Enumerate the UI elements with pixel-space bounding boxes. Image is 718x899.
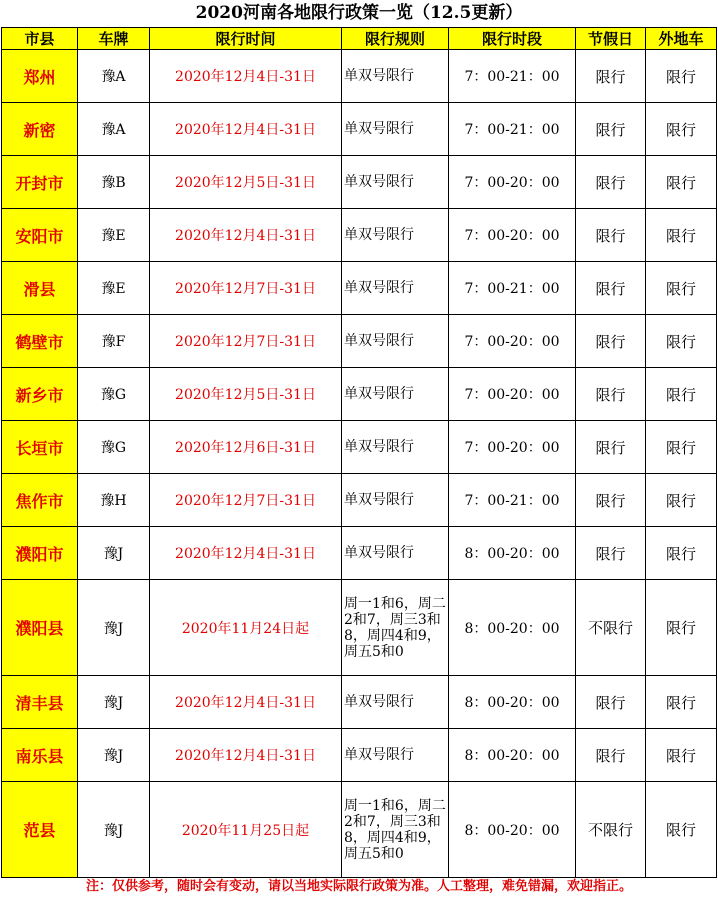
holiday-cell: 限行 (576, 421, 646, 474)
table-row (2, 50, 717, 103)
header-plate: 车牌 (78, 28, 150, 50)
table-row (2, 262, 717, 315)
table-row (2, 368, 717, 421)
plate-cell: 豫J (78, 729, 150, 782)
rule-cell: 单双号限行 (342, 676, 449, 729)
table-row (2, 315, 717, 368)
outside-cell: 限行 (646, 782, 717, 878)
holiday-cell: 不限行 (576, 782, 646, 878)
city-cell: 新乡市 (2, 368, 78, 421)
time-cell: 7：00-20：00 (449, 421, 576, 474)
header-rule: 限行规则 (342, 28, 449, 50)
header-row (2, 28, 717, 50)
rule-cell: 单双号限行 (342, 527, 449, 580)
holiday-cell: 限行 (576, 262, 646, 315)
time-cell: 7：00-21：00 (449, 50, 576, 103)
rule-cell: 单双号限行 (342, 50, 449, 103)
period-cell: 2020年12月4日-31日 (150, 676, 342, 729)
rule-cell: 单双号限行 (342, 729, 449, 782)
plate-cell: 豫F (78, 315, 150, 368)
time-cell: 7：00-21：00 (449, 262, 576, 315)
outside-cell: 限行 (646, 209, 717, 262)
outside-cell: 限行 (646, 474, 717, 527)
holiday-cell: 限行 (576, 527, 646, 580)
time-cell: 8：00-20：00 (449, 527, 576, 580)
time-cell: 7：00-20：00 (449, 368, 576, 421)
outside-cell: 限行 (646, 156, 717, 209)
rule-cell: 单双号限行 (342, 103, 449, 156)
rule-cell: 周一1和6，周二2和7，周三3和8，周四4和9，周五5和0 (342, 580, 449, 676)
plate-cell: 豫A (78, 103, 150, 156)
city-cell: 新密 (2, 103, 78, 156)
time-cell: 8：00-20：00 (449, 676, 576, 729)
time-cell: 7：00-20：00 (449, 315, 576, 368)
holiday-cell: 限行 (576, 315, 646, 368)
period-cell: 2020年11月24日起 (150, 580, 342, 676)
period-cell: 2020年12月4日-31日 (150, 209, 342, 262)
period-cell: 2020年11月25日起 (150, 782, 342, 878)
outside-cell: 限行 (646, 315, 717, 368)
header-city: 市县 (2, 28, 78, 50)
holiday-cell: 不限行 (576, 580, 646, 676)
period-cell: 2020年12月7日-31日 (150, 315, 342, 368)
rule-cell: 单双号限行 (342, 315, 449, 368)
period-cell: 2020年12月4日-31日 (150, 50, 342, 103)
table-row (2, 209, 717, 262)
table-row (2, 474, 717, 527)
city-cell: 南乐县 (2, 729, 78, 782)
time-cell: 7：00-21：00 (449, 103, 576, 156)
holiday-cell: 限行 (576, 209, 646, 262)
plate-cell: 豫J (78, 676, 150, 729)
city-cell: 范县 (2, 782, 78, 878)
table-row (2, 782, 717, 878)
plate-cell: 豫J (78, 527, 150, 580)
time-cell: 8：00-20：00 (449, 580, 576, 676)
rule-cell: 单双号限行 (342, 368, 449, 421)
table-row (2, 156, 717, 209)
outside-cell: 限行 (646, 103, 717, 156)
plate-cell: 豫B (78, 156, 150, 209)
outside-cell: 限行 (646, 580, 717, 676)
restriction-table (1, 27, 717, 878)
table-row (2, 421, 717, 474)
time-cell: 7：00-20：00 (449, 156, 576, 209)
city-cell: 濮阳市 (2, 527, 78, 580)
header-outside: 外地车 (646, 28, 717, 50)
plate-cell: 豫E (78, 209, 150, 262)
time-cell: 8：00-20：00 (449, 729, 576, 782)
city-cell: 长垣市 (2, 421, 78, 474)
header-holiday: 节假日 (576, 28, 646, 50)
rule-cell: 单双号限行 (342, 209, 449, 262)
rule-cell: 单双号限行 (342, 262, 449, 315)
holiday-cell: 限行 (576, 156, 646, 209)
rule-cell: 周一1和6，周二2和7，周三3和8，周四4和9，周五5和0 (342, 782, 449, 878)
holiday-cell: 限行 (576, 474, 646, 527)
holiday-cell: 限行 (576, 729, 646, 782)
city-cell: 安阳市 (2, 209, 78, 262)
header-period: 限行时间 (150, 28, 342, 50)
holiday-cell: 限行 (576, 368, 646, 421)
outside-cell: 限行 (646, 262, 717, 315)
plate-cell: 豫G (78, 368, 150, 421)
outside-cell: 限行 (646, 368, 717, 421)
city-cell: 郑州 (2, 50, 78, 103)
period-cell: 2020年12月4日-31日 (150, 527, 342, 580)
outside-cell: 限行 (646, 676, 717, 729)
plate-cell: 豫A (78, 50, 150, 103)
plate-cell: 豫J (78, 782, 150, 878)
rule-cell: 单双号限行 (342, 474, 449, 527)
holiday-cell: 限行 (576, 103, 646, 156)
period-cell: 2020年12月4日-31日 (150, 729, 342, 782)
time-cell: 8：00-20：00 (449, 782, 576, 878)
header-time: 限行时段 (449, 28, 576, 50)
period-cell: 2020年12月6日-31日 (150, 421, 342, 474)
time-cell: 7：00-21：00 (449, 474, 576, 527)
table-row (2, 729, 717, 782)
city-cell: 濮阳县 (2, 580, 78, 676)
table-row (2, 527, 717, 580)
time-cell: 7：00-20：00 (449, 209, 576, 262)
table-row (2, 580, 717, 676)
city-cell: 开封市 (2, 156, 78, 209)
period-cell: 2020年12月5日-31日 (150, 156, 342, 209)
table-row (2, 676, 717, 729)
outside-cell: 限行 (646, 421, 717, 474)
city-cell: 焦作市 (2, 474, 78, 527)
city-cell: 鹤壁市 (2, 315, 78, 368)
outside-cell: 限行 (646, 729, 717, 782)
rule-cell: 单双号限行 (342, 421, 449, 474)
plate-cell: 豫G (78, 421, 150, 474)
outside-cell: 限行 (646, 50, 717, 103)
sheet-title: 2020河南各地限行政策一览（12.5更新） (195, 3, 523, 23)
disclaimer-note: 注：仅供参考，随时会有变动，请以当地实际限行政策为准。人工整理，难免错漏，欢迎指正。 (85, 879, 632, 894)
period-cell: 2020年12月5日-31日 (150, 368, 342, 421)
city-cell: 清丰县 (2, 676, 78, 729)
holiday-cell: 限行 (576, 50, 646, 103)
table-row (2, 103, 717, 156)
city-cell: 滑县 (2, 262, 78, 315)
outside-cell: 限行 (646, 527, 717, 580)
rule-cell: 单双号限行 (342, 156, 449, 209)
period-cell: 2020年12月7日-31日 (150, 474, 342, 527)
period-cell: 2020年12月7日-31日 (150, 262, 342, 315)
plate-cell: 豫E (78, 262, 150, 315)
period-cell: 2020年12月4日-31日 (150, 103, 342, 156)
plate-cell: 豫J (78, 580, 150, 676)
holiday-cell: 限行 (576, 676, 646, 729)
plate-cell: 豫H (78, 474, 150, 527)
